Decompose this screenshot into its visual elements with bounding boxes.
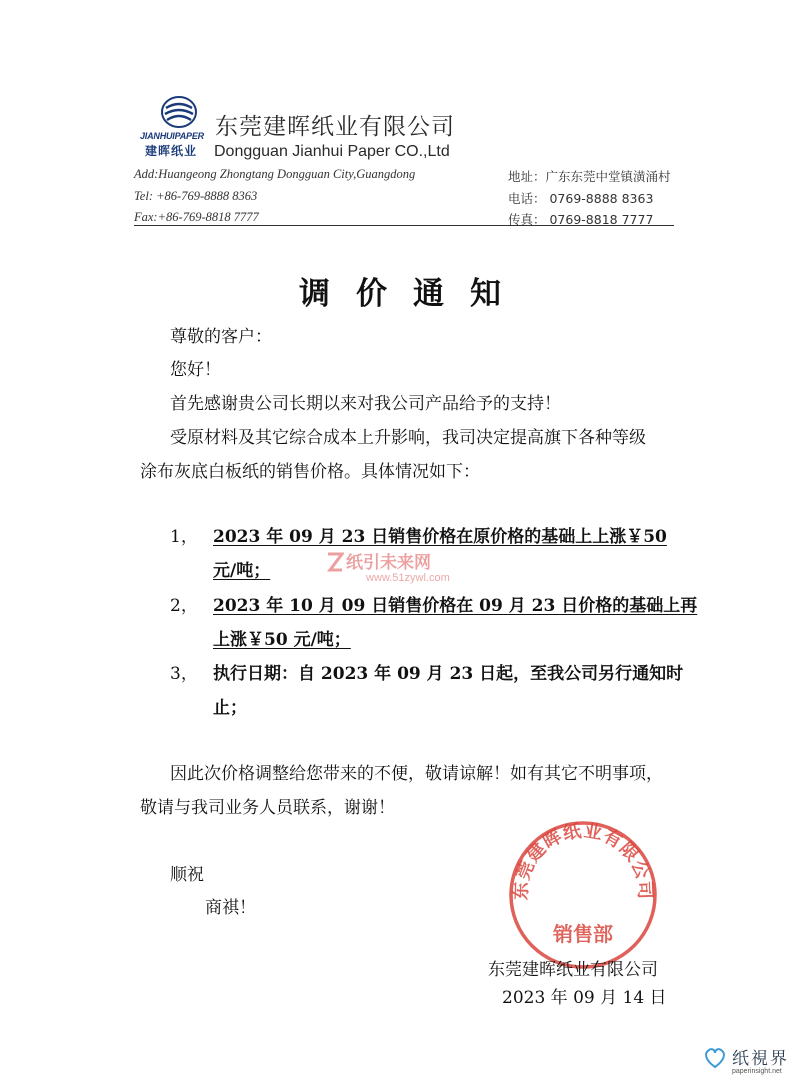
hello-line: 您好！ [170,360,221,380]
watermark-url: www.51zywl.com [366,572,450,584]
watermark [326,548,476,592]
item-1-line-1: 2023 年 09 月 23 日销售价格在原价格的基础上上涨￥50 [213,527,667,547]
corner-brand [702,1042,798,1082]
seal-ring-text: 东莞建晖纸业有限公司 [510,820,656,901]
tel-cn: 电话： 0769-8888 8363 [508,191,654,206]
closing-2: 商祺！ [205,898,256,918]
tel-en: Tel: +86-769-8888 8363 [134,189,258,203]
item-3-line-2: 止； [213,698,247,718]
item-2-number: 2， [170,596,198,616]
heart-leaf-icon [702,1044,728,1070]
company-name-cn: 东莞建晖纸业有限公司 [215,114,455,140]
logo-text-en: JIANHUIPAPER [140,131,204,141]
address-en: Add:Huangeong Zhongtang Dongguan City,Guangdong [134,167,416,181]
item-3-line-1: 执行日期：自 2023 年 09 月 23 日起，至我公司另行通知时 [213,664,684,684]
reason-line-2: 涂布灰底白板纸的销售价格。具体情况如下： [140,462,480,482]
thanks-line: 首先感谢贵公司长期以来对我公司产品给予的支持！ [170,394,561,414]
seal-center-text: 销售部 [553,922,613,946]
watermark-logo-icon [326,550,344,580]
item-1-number: 1， [170,527,198,547]
svg-text:东莞建晖纸业有限公司 [510,820,656,900]
company-name-en: Dongguan Jianhui Paper CO.,Ltd [214,143,450,160]
fax-en: Fax:+86-769-8818 7777 [134,210,259,224]
letterhead-divider [134,225,674,226]
item-1-line-2: 元/吨； [213,561,271,581]
reason-line-1: 受原材料及其它综合成本上升影响，我司决定提高旗下各种等级 [170,428,646,448]
logo-text-cn: 建晖纸业 [145,144,198,158]
closing-1: 顺祝 [170,865,204,885]
notice-title: 调价通知 [299,276,527,312]
signature-date: 2023 年 09 月 14 日 [502,988,667,1008]
item-2-line-2: 上涨￥50 元/吨； [213,630,351,650]
watermark-text: 纸引未来网 [346,553,431,573]
fax-cn: 传真： 0769-8818 7777 [508,212,654,227]
apology-line-1: 因此次价格调整给您带来的不便，敬请谅解！如有其它不明事项， [170,764,663,784]
apology-line-2: 敬请与我司业务人员联系，谢谢！ [140,798,395,818]
company-logo-icon [160,95,198,129]
item-3-number: 3， [170,664,198,684]
item-2-line-1: 2023 年 10 月 09 日销售价格在 09 月 23 日价格的基础上再 [213,596,698,616]
greeting: 尊敬的客户： [170,327,272,347]
company-seal-stamp [507,819,659,971]
address-cn: 地址：广东东莞中堂镇潢涌村 [508,169,671,184]
signature-company: 东莞建晖纸业有限公司 [488,960,658,980]
corner-brand-name: 纸視界 [732,1049,789,1069]
corner-brand-url: paperinsight.net [732,1068,782,1075]
